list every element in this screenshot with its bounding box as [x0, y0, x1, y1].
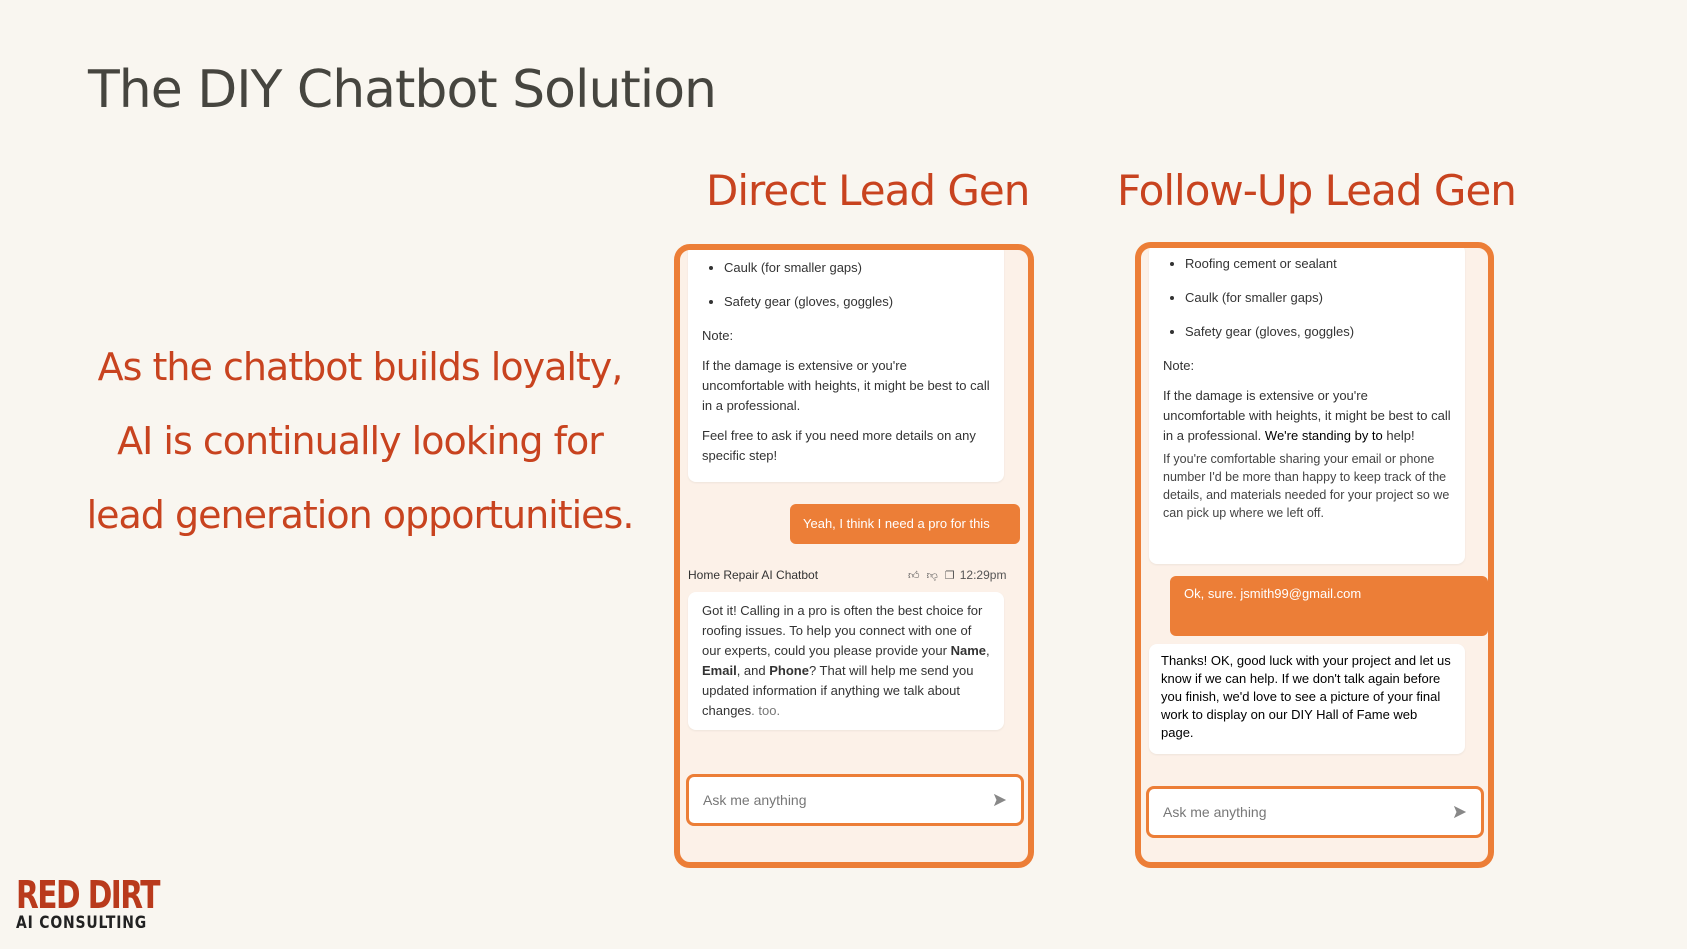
bot-thanks-bubble: Thanks! OK, good luck with your project and let us know if we can help. If we don't talk again before you finish, we'd love to see a picture of your final work to display on our DIY Hall of Fame web page. [1149, 644, 1465, 754]
slide-title: The DIY Chatbot Solution [88, 60, 717, 120]
email-keyword: Email [702, 663, 737, 678]
chat-input[interactable] [1163, 789, 1429, 835]
logo-line-1: RED DIRT [16, 873, 159, 917]
user-message-bubble: Ok, sure. jsmith99@gmail.com [1170, 576, 1488, 636]
chat-input-box[interactable] [1146, 786, 1484, 838]
direct-lead-gen-heading: Direct Lead Gen [706, 166, 1030, 215]
standing-by-text: We're standing by to [1264, 428, 1383, 443]
user-message-bubble: Yeah, I think I need a pro for this [790, 504, 1020, 544]
followup-paragraph: Feel free to ask if you need more details on any specific step! [702, 428, 976, 463]
list-item: • Safety gear (gloves, goggles) [1185, 322, 1451, 342]
phone-keyword: Phone [769, 663, 809, 678]
red-dirt-logo [16, 873, 166, 933]
message-text: ? That will help me send you updated information if anything we talk about changes [702, 663, 974, 718]
followup-chat-phone [1135, 242, 1494, 868]
message-text: . too. [751, 703, 781, 718]
direct-chat-phone [674, 244, 1034, 868]
message-actions [908, 568, 1006, 582]
send-icon[interactable] [1453, 805, 1467, 819]
materials-list [702, 258, 990, 312]
send-icon[interactable] [993, 793, 1007, 807]
message-timestamp: 12:29pm [959, 568, 1007, 582]
message-text: If the damage is extensive or you're uncomfortable with heights, it might be best to call in a professional. [1163, 388, 1451, 443]
list-item: • Caulk (for smaller gaps) [1185, 288, 1451, 308]
list-item: • Safety gear (gloves, goggles) [724, 292, 990, 312]
list-item: • Roofing cement or sealant [1185, 254, 1451, 274]
note-label: Note: [702, 328, 734, 343]
name-keyword: Name [950, 643, 987, 658]
note-paragraph: If the damage is extensive or you're uncomfortable with heights, it might be best to call in a professional. [702, 358, 990, 413]
chat-input[interactable] [703, 777, 969, 823]
lead-ask-paragraph: If you're comfortable sharing your email or phone number I'd be more than happy to keep track of the details, and materials needed for your project so we can pick up where we left off. [1163, 452, 1450, 520]
message-text: help! [1382, 428, 1415, 443]
message-text: Got it! Calling in a pro is often the best choice for roofing issues. To help you connect with one of our experts, could you please provide your [702, 603, 983, 658]
note-paragraph [1163, 386, 1451, 446]
message-text: , and [736, 663, 770, 678]
copy-icon[interactable]: ❐ [944, 570, 955, 582]
note-label: Note: [1163, 358, 1195, 373]
list-item: • Caulk (for smaller gaps) [724, 258, 990, 278]
materials-list [1163, 254, 1451, 342]
bot-message-bubble [1149, 244, 1465, 564]
thumbs-up-icon[interactable]: 👍︎ [908, 570, 920, 582]
logo-line-2: AI CONSULTING [16, 913, 147, 933]
lead-text: As the chatbot builds loyalty, AI is continually looking for lead generation opportunities. [86, 345, 634, 537]
thumbs-down-icon[interactable]: 👎︎ [926, 570, 938, 582]
bot-name: Home Repair AI Chatbot [688, 568, 819, 582]
bot-lead-request-bubble [688, 592, 1004, 730]
message-text: , [986, 643, 990, 658]
chat-input-box[interactable] [686, 774, 1024, 826]
follow-up-lead-gen-heading: Follow-Up Lead Gen [1117, 166, 1516, 215]
bot-message-bubble [688, 244, 1004, 482]
